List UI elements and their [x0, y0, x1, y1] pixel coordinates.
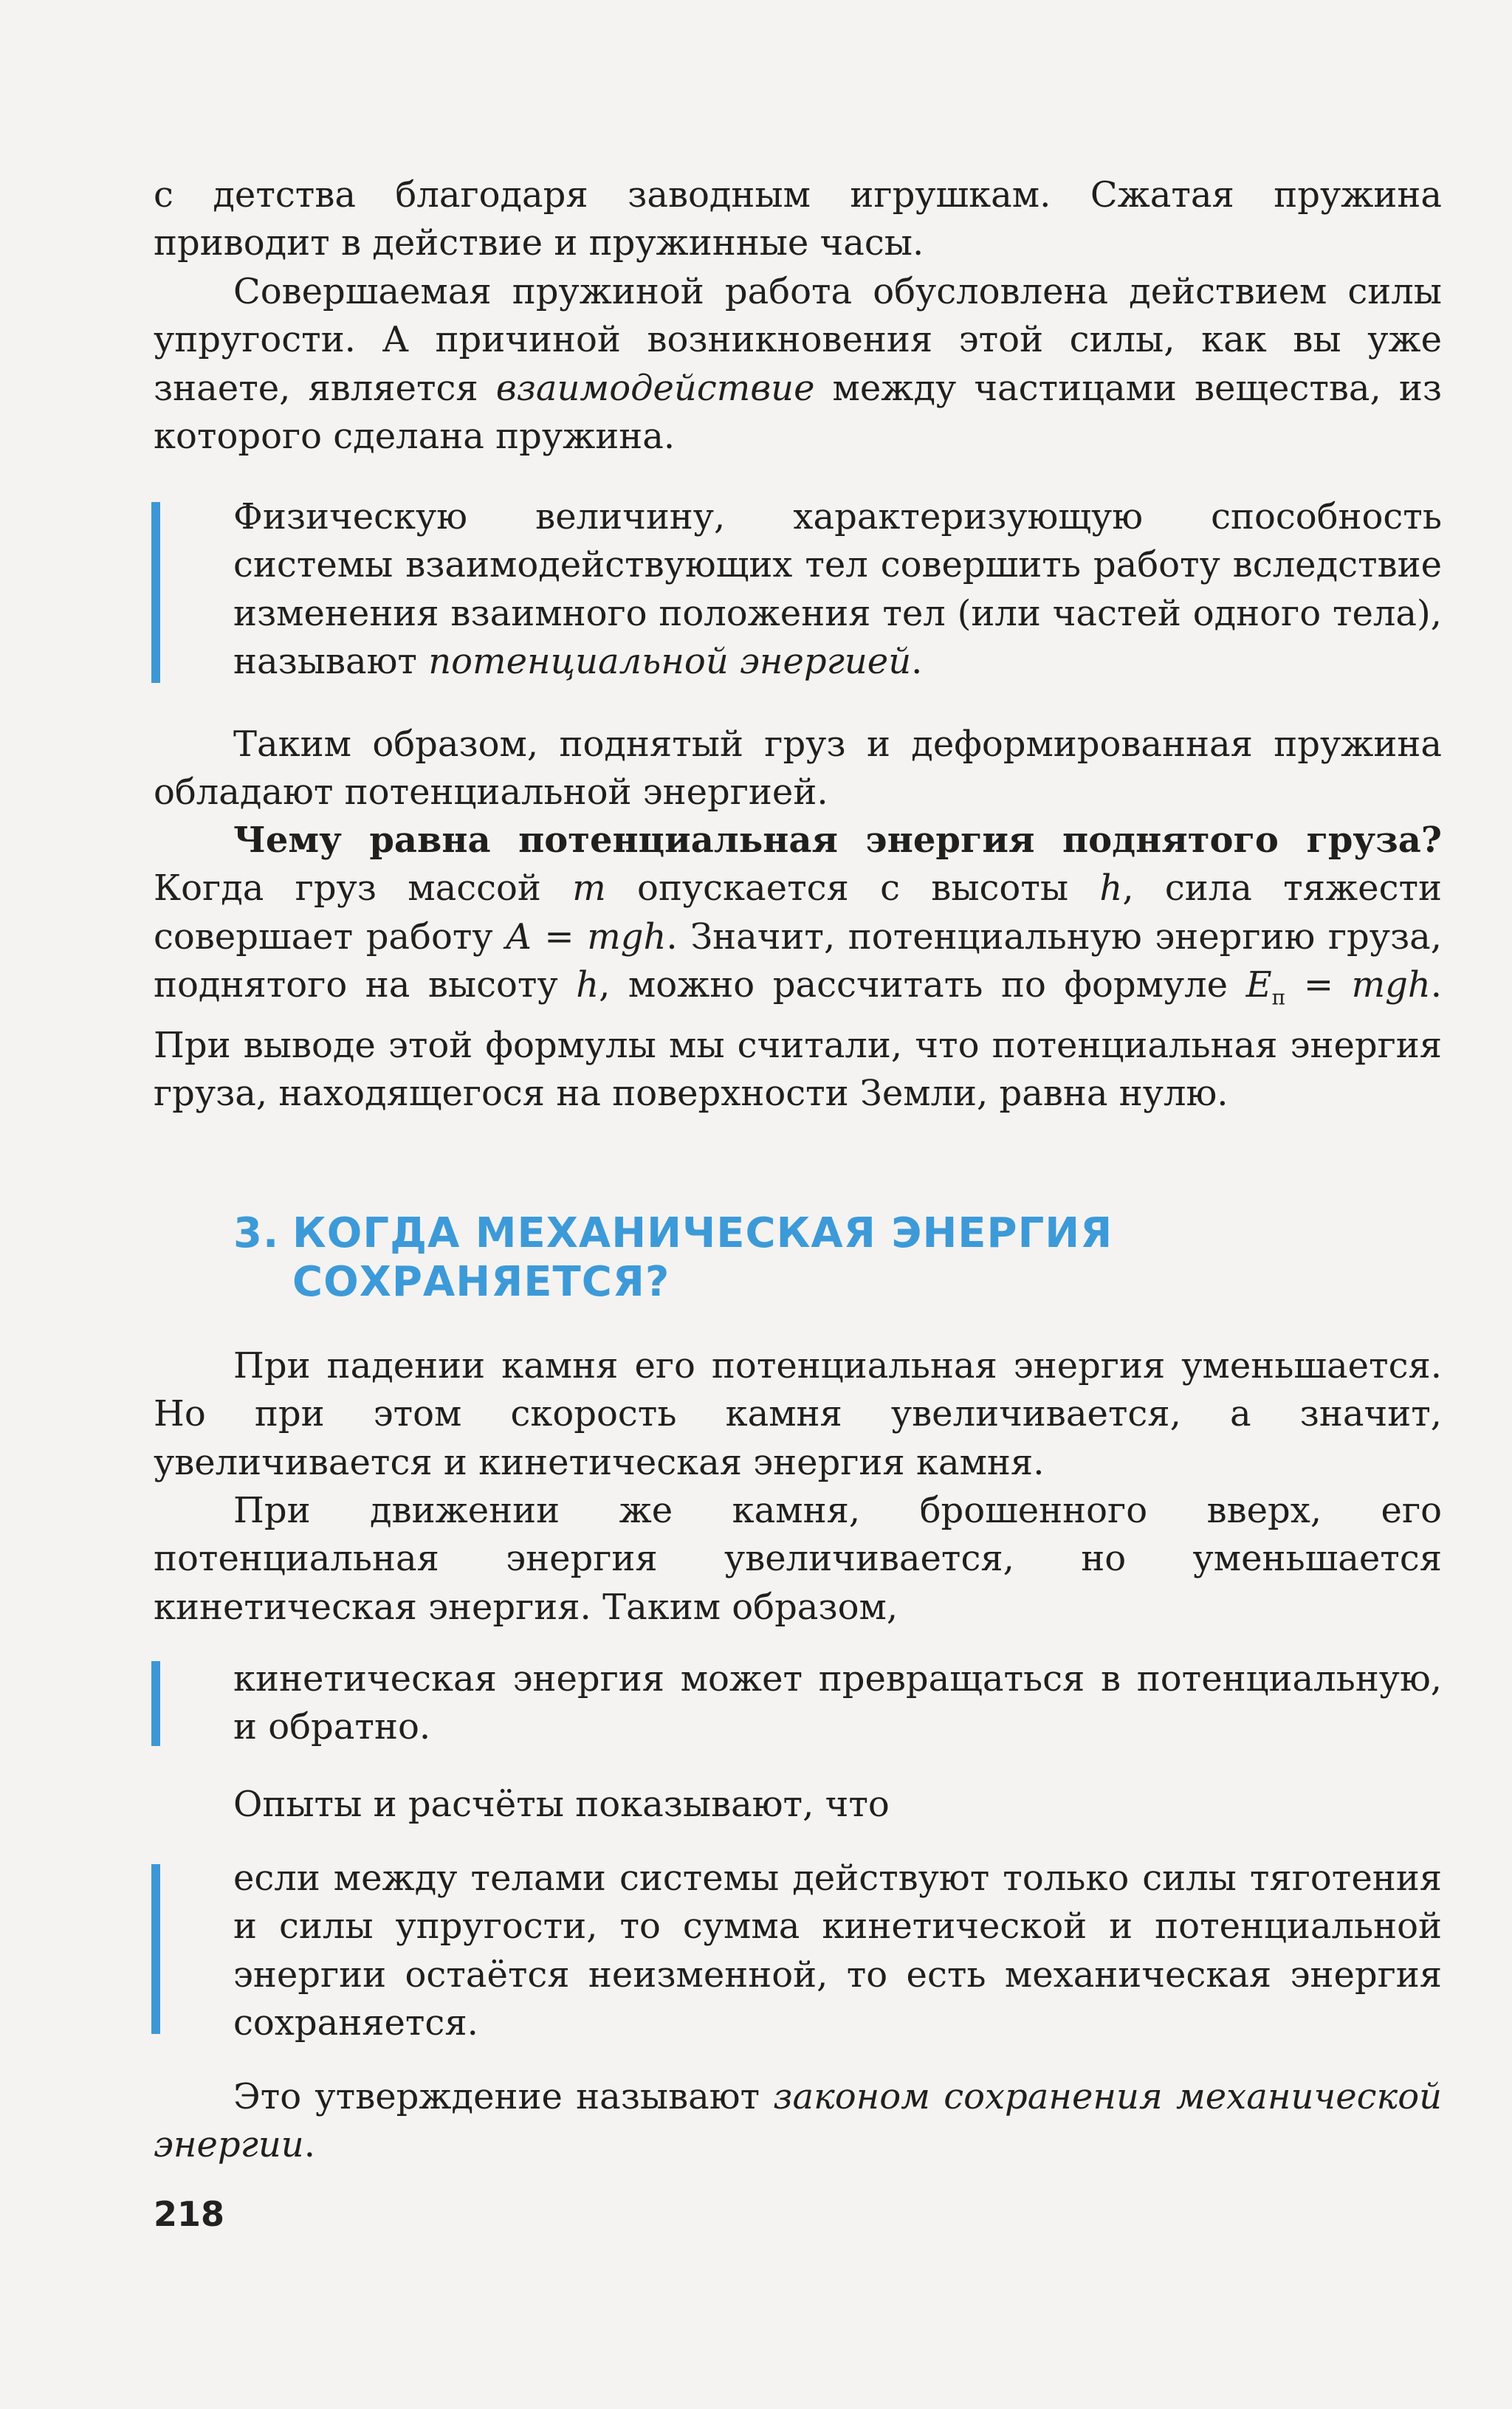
question-heading: Чему равна потенциальная энергия поднятого груза?: [233, 819, 1442, 861]
definition-bar: [151, 1864, 160, 2034]
paragraph-2-text-end: между частицами вещества, из которого сделана пружина.: [154, 367, 1442, 457]
definition-bar: [151, 1661, 160, 1746]
symbol-height: h: [576, 963, 599, 1006]
text-span: , можно рассчитать по формуле: [599, 963, 1246, 1006]
paragraph-3: Таким образом, поднятый груз и деформированная пружина обладают потенциальной энергией.: [154, 724, 1442, 814]
formula-rhs: = mgh: [1285, 963, 1431, 1006]
term-interaction: взаимодействие: [495, 367, 815, 409]
section-heading: [233, 1209, 1113, 1307]
section-number: 3.: [233, 1209, 280, 1257]
text-span: опускается с высоты: [605, 867, 1100, 910]
text-span: . При выводе этой формулы мы считали, что потенциальная энергия груза, находящегося на поверхности Земли, равна нулю.: [154, 963, 1442, 1115]
paragraph-8: [154, 2073, 1442, 2170]
paragraph-2: [154, 268, 1442, 461]
paragraph-2-text: Совершаемая пружиной работа обусловлена действием силы упругости. А причиной возникновения этой силы, как вы уже знаете, является: [154, 271, 1442, 409]
text-span: .: [303, 2124, 315, 2166]
term-conservation-law: законом сохранения механической энергии: [154, 2076, 1442, 2166]
text-span: , сила тяжести совершает работу: [154, 867, 1443, 958]
paragraph-6: При движении же камня, брошенного вверх, его потенциальная энергия увеличивается, но уменьшается кинетическая энергия. Таким образом,: [154, 1490, 1442, 1628]
symbol-height: h: [1099, 867, 1123, 910]
term-potential-energy: потенциальной энергией: [428, 640, 912, 682]
paragraph-7: Опыты и расчёты показывают, что: [233, 1784, 890, 1825]
definition-text-end: .: [911, 640, 923, 682]
formula-potential-energy: [1245, 963, 1431, 1010]
section-title-line2: СОХРАНЯЕТСЯ?: [292, 1258, 670, 1306]
formula-subscript: п: [1271, 985, 1286, 1010]
paragraph-4: [154, 817, 1442, 1118]
text-span: Это утверждение называют: [233, 2076, 774, 2117]
symbol-mass: m: [572, 867, 606, 910]
statement-conservation: если между телами системы действуют только силы тяготения и силы упругости, то сумма кинетической и потенциальной энергии остаётся неизменной, то есть механическая энергия сохраняется.: [233, 1858, 1442, 2044]
definition-text: Физическую величину, характеризующую способность системы взаимодействующих тел совершить работу вследствие изменения взаимного положения тел (или частей одного тела), называют: [233, 496, 1442, 682]
paragraph-5: При падении камня его потенциальная энергия уменьшается. Но при этом скорость камня увеличивается, а значит, увеличивается и кинетическая энергия камня.: [154, 1345, 1442, 1483]
formula-work: A = mgh: [506, 915, 667, 958]
text-span: . Значит, потенциальную энергию груза, поднятого на высоту: [154, 915, 1443, 1006]
page-number: 218: [154, 2194, 225, 2234]
statement-energy-conversion: кинетическая энергия может превращаться в потенциальную, и обратно.: [233, 1658, 1442, 1748]
paragraph-1: с детства благодаря заводным игрушкам. Сжатая пружина приводит в действие и пружинные часы.: [154, 174, 1442, 264]
section-title-line1: КОГДА МЕХАНИЧЕСКАЯ ЭНЕРГИЯ: [292, 1209, 1113, 1257]
definition-potential-energy: [233, 493, 1442, 686]
text-span: Когда груз массой: [154, 867, 573, 910]
definition-bar: [151, 502, 160, 683]
formula-symbol: E: [1245, 963, 1272, 1006]
